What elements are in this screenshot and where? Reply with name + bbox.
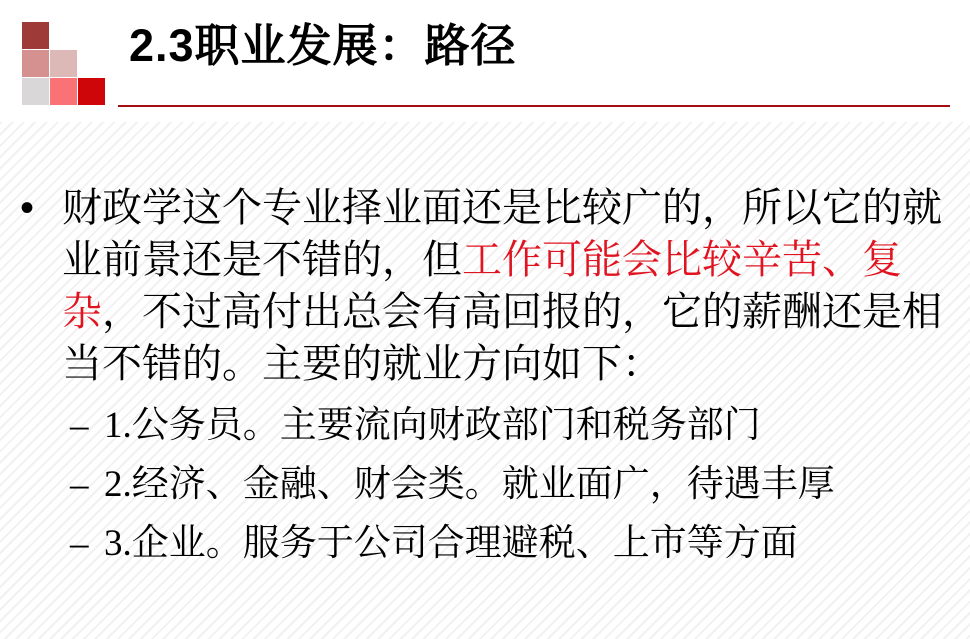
decor-squares xyxy=(22,22,105,105)
title-underline xyxy=(118,105,950,107)
bullet-dot-icon: • xyxy=(20,186,35,230)
sub-bullet-list xyxy=(70,402,970,568)
sub-bullet-text: 3.企业。服务于公司合理避税、上市等方面 xyxy=(104,523,798,564)
main-bullet-item xyxy=(20,182,970,390)
square-dark-red-icon xyxy=(22,22,49,49)
square-dusty-pink-icon xyxy=(22,50,49,77)
paragraph xyxy=(62,182,950,390)
square-light-pink-icon xyxy=(50,50,77,77)
slide-title: 2.3职业发展：路径 xyxy=(129,20,517,71)
slide-body xyxy=(0,122,970,639)
square-bright-red-icon xyxy=(78,78,105,105)
slide-header xyxy=(0,0,970,122)
sub-bullet-text: 2.经济、金融、财会类。就业面广，待遇丰厚 xyxy=(104,464,835,505)
sub-bullet-text: 1.公务员。主要流向财政部门和税务部门 xyxy=(104,405,761,446)
square-salmon-icon xyxy=(50,78,77,105)
sub-bullet-item xyxy=(70,461,970,509)
paragraph-red-emphasis: 工作可能会比较辛苦、复杂 xyxy=(62,237,902,334)
dash-icon: – xyxy=(70,523,89,564)
square-gray-icon xyxy=(22,78,49,105)
paragraph-part2: ，不过高付出总会有高回报的，它的薪酬还是相当不错的。主要的就业方向如下： xyxy=(62,289,942,386)
dash-icon: – xyxy=(70,464,89,505)
sub-bullet-item xyxy=(70,402,970,450)
dash-icon: – xyxy=(70,405,89,446)
paragraph-part1: 财政学这个专业择业面还是比较广的，所以它的就业前景还是不错的，但 xyxy=(62,185,942,282)
sub-bullet-item xyxy=(70,520,970,568)
